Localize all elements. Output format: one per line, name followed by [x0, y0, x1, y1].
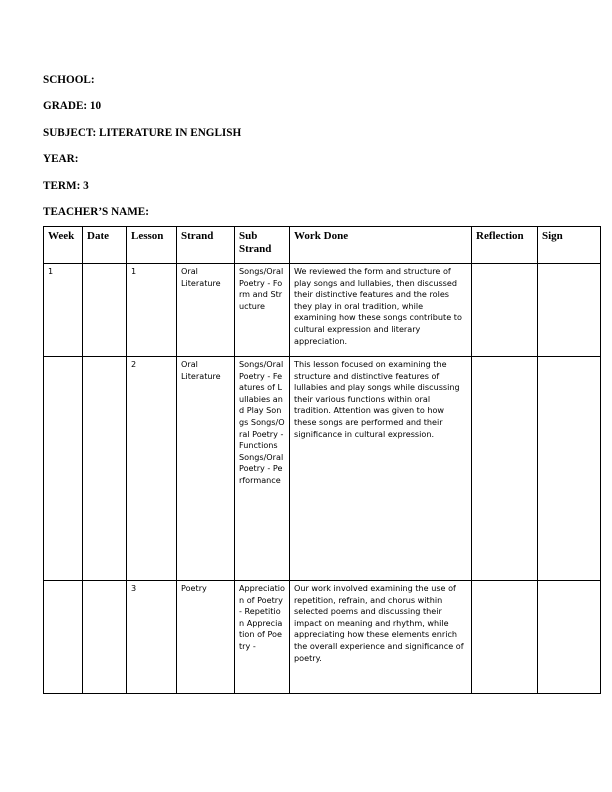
week-cell: 1 [44, 264, 83, 357]
column-header-date: Date [83, 227, 127, 264]
lesson-cell: 3 [127, 581, 177, 694]
year-label: YEAR: [43, 153, 79, 166]
lesson-record-table [43, 226, 601, 694]
table-header-row [44, 227, 601, 264]
reflection-cell[interactable] [472, 357, 538, 581]
document-header [43, 74, 241, 232]
column-header-strand: Strand [177, 227, 235, 264]
school-label: SCHOOL: [43, 74, 95, 86]
week-cell [44, 581, 83, 694]
date-cell[interactable] [83, 264, 127, 357]
work-done-cell: This lesson focused on examining the structure and distinctive features of lullabies and play songs while discussing their various functions within oral tradition. Attention was given to how these songs are performed and their significance in cultural expression. [290, 357, 472, 581]
grade-label: GRADE: 10 [43, 100, 102, 113]
strand-cell: Poetry [177, 581, 235, 694]
column-header-lesson: Lesson [127, 227, 177, 264]
reflection-cell[interactable] [472, 581, 538, 694]
column-header-work-done: Work Done [290, 227, 472, 264]
subject-label: SUBJECT: LITERATURE IN ENGLISH [43, 126, 242, 139]
teacher-name-label: TEACHER’S NAME: [43, 205, 149, 218]
strand-cell: Oral Literature [177, 357, 235, 581]
sub-strand-cell: Songs/Oral Poetry - Features of Lullabies and Play Songs Songs/Oral Poetry - Functions Songs/Oral Poetry - Performance [235, 357, 290, 581]
week-cell [44, 357, 83, 581]
column-header-week: Week [44, 227, 83, 264]
sub-strand-cell: Songs/Oral Poetry - Form and Structure [235, 264, 290, 357]
table-row [44, 357, 601, 581]
column-header-sub-strand: Sub Strand [235, 227, 290, 264]
sign-cell[interactable] [538, 264, 601, 357]
date-cell[interactable] [83, 357, 127, 581]
column-header-reflection: Reflection [472, 227, 538, 264]
reflection-cell[interactable] [472, 264, 538, 357]
work-done-cell: Our work involved examining the use of repetition, refrain, and chorus within selected poems and discussing their impact on meaning and rhythm, while appreciating how these elements enrich the overall experience and significance of poetry. [290, 581, 472, 694]
sign-cell[interactable] [538, 357, 601, 581]
lesson-cell: 1 [127, 264, 177, 357]
date-cell[interactable] [83, 581, 127, 694]
table-row [44, 581, 601, 694]
column-header-sign: Sign [538, 227, 601, 264]
strand-cell: Oral Literature [177, 264, 235, 357]
sub-strand-cell: Appreciation of Poetry - Repetition Appreciation of Poetry - [235, 581, 290, 694]
work-done-cell: We reviewed the form and structure of play songs and lullabies, then discussed their distinctive features and the roles they play in oral tradition, while examining how these songs contribute to cultural expression and literary appreciation. [290, 264, 472, 357]
lesson-cell: 2 [127, 357, 177, 581]
term-label: TERM: 3 [43, 179, 89, 192]
table-row [44, 264, 601, 357]
sign-cell[interactable] [538, 581, 601, 694]
